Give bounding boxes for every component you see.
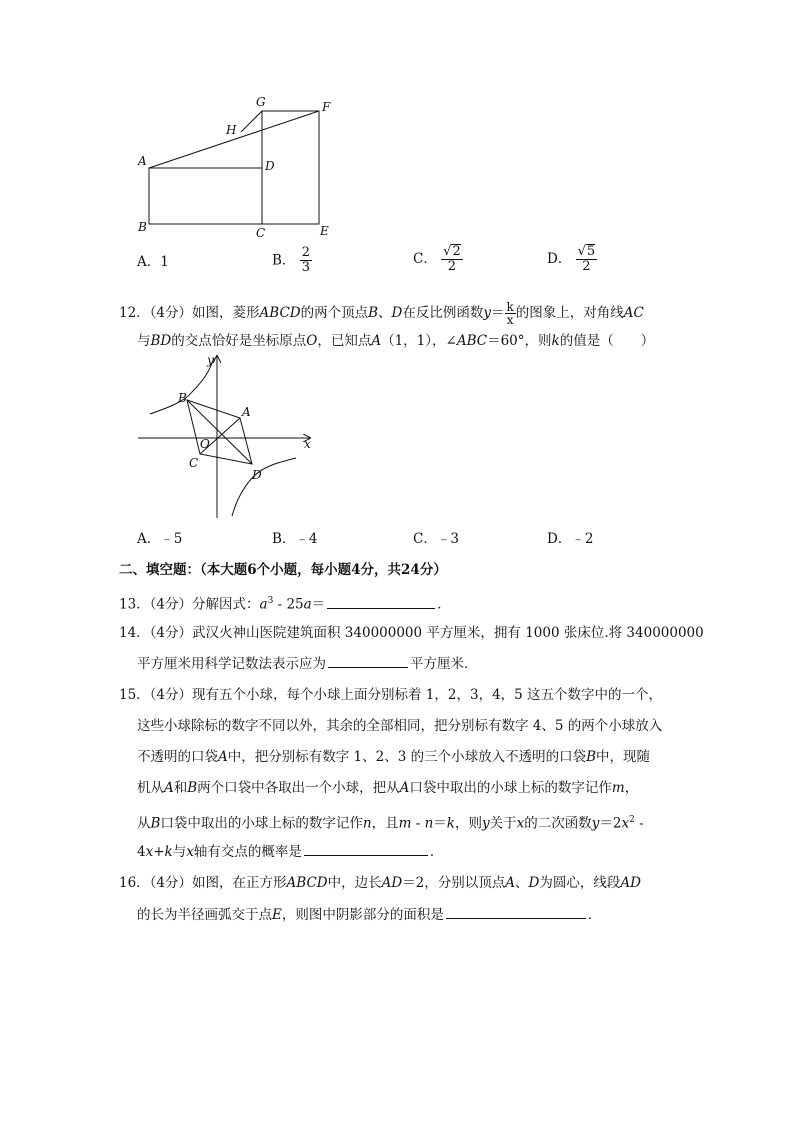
q13-line: 13．（4分）分解因式：$a^3 - 25a=$ ． (119, 596, 451, 613)
answer-blank-q15[interactable] (304, 842, 428, 856)
q15-line-4: 机从A和B两个口袋中各取出一个小球，把从A口袋中取出的小球上标的数字记作m， (137, 780, 639, 796)
answer-blank-q14[interactable] (328, 654, 408, 668)
segment-af (149, 111, 319, 168)
segment-hg (241, 111, 262, 132)
q15-line-1: 15．（4分）现有五个小球，每个小球上面分别标着 1，2，3，4，5 这五个数字中的一个， (119, 687, 663, 703)
figure-q12 (132, 352, 322, 522)
q15-line-6: 4x+k与x轴有交点的概率是 ． (137, 844, 444, 860)
q12-option-d[interactable]: D．﹣2 (547, 531, 594, 547)
figure-q11 (130, 92, 350, 242)
q14-line-2: 平方厘米用科学记数法表示应为 平方厘米． (137, 656, 478, 672)
q15-line-2: 这些小球除标的数字不同以外，其余的全部相同，把分别标有数字 4、5 的两个小球放入 (137, 718, 663, 734)
q12-line-1: 12．（4分）如图，菱形ABCD的两个顶点B、D在反比例函数y＝ $\frac{k}{x}$ 的图象上，对角线AC (119, 300, 644, 327)
q11-option-c[interactable]: C． $\frac{√2}{2}$ (413, 244, 461, 274)
answer-blank-q16[interactable] (446, 905, 586, 919)
fraction-k-over-x: $\frac{k}{x}$ (506, 300, 514, 327)
q12-option-c[interactable]: C．﹣3 (413, 531, 459, 547)
label-d: D (265, 159, 275, 173)
label-c: C (256, 226, 266, 240)
label-b: B (138, 220, 147, 234)
q12-option-b[interactable]: B．﹣4 (272, 531, 318, 547)
fraction-root5-over-2: $\frac{√5}{2}$ (577, 244, 596, 274)
label-a: A (138, 154, 147, 168)
hyperbola-branch-lower-right (232, 458, 296, 516)
label-g: G (256, 95, 266, 109)
q11-option-d[interactable]: D． $\frac{√5}{2}$ (547, 244, 596, 274)
label-y: y (207, 353, 214, 367)
fraction-two-thirds: $\frac{2}{3}$ (301, 245, 310, 275)
label-d: D (252, 468, 262, 482)
section-heading-fill-in: 二、填空题：（本大题6个小题，每小题4分，共24分） (119, 562, 447, 578)
label-x: x (304, 437, 311, 451)
label-b: B (178, 391, 187, 405)
label-o: O (200, 437, 210, 451)
q14-line-1: 14．（4分）武汉火神山医院建筑面积 340000000 平方厘米，拥有 1000 张床位.将 340000000 (119, 625, 704, 641)
q16-line-1: 16．（4分）如图，在正方形ABCD中，边长AD＝2，分别以顶点A、D为圆心，线段AD (119, 875, 641, 891)
q15-line-3: 不透明的口袋A中，把分别标有数字 1、2、3 的三个小球放入不透明的口袋B中，现随 (137, 749, 651, 765)
answer-blank-q13[interactable] (327, 595, 435, 609)
fraction-root2-over-2: $\frac{√2}{2}$ (443, 244, 461, 274)
q12-option-a[interactable]: A．﹣5 (137, 531, 183, 547)
label-e: E (320, 224, 329, 238)
label-h: H (226, 123, 237, 137)
label-c: C (189, 456, 199, 470)
q16-line-2: 的长为半径画弧交于点E，则图中阴影部分的面积是 ． (137, 907, 602, 923)
q11-option-a[interactable]: A．1 (137, 254, 169, 270)
label-f: F (322, 100, 331, 114)
rectangle-abcd (149, 168, 262, 224)
q12-line-2: 与BD的交点恰好是坐标原点O，已知点A（1，1），∠ABC＝60°，则k的值是（ ） (137, 333, 655, 349)
label-a: A (242, 405, 251, 419)
q15-line-5: 从B口袋中取出的小球上标的数字记作n，且m - n＝k，则y关于x的二次函数$y=2x^2$ - (137, 815, 644, 832)
q11-option-b[interactable]: B． $\frac{2}{3}$ (272, 245, 310, 275)
